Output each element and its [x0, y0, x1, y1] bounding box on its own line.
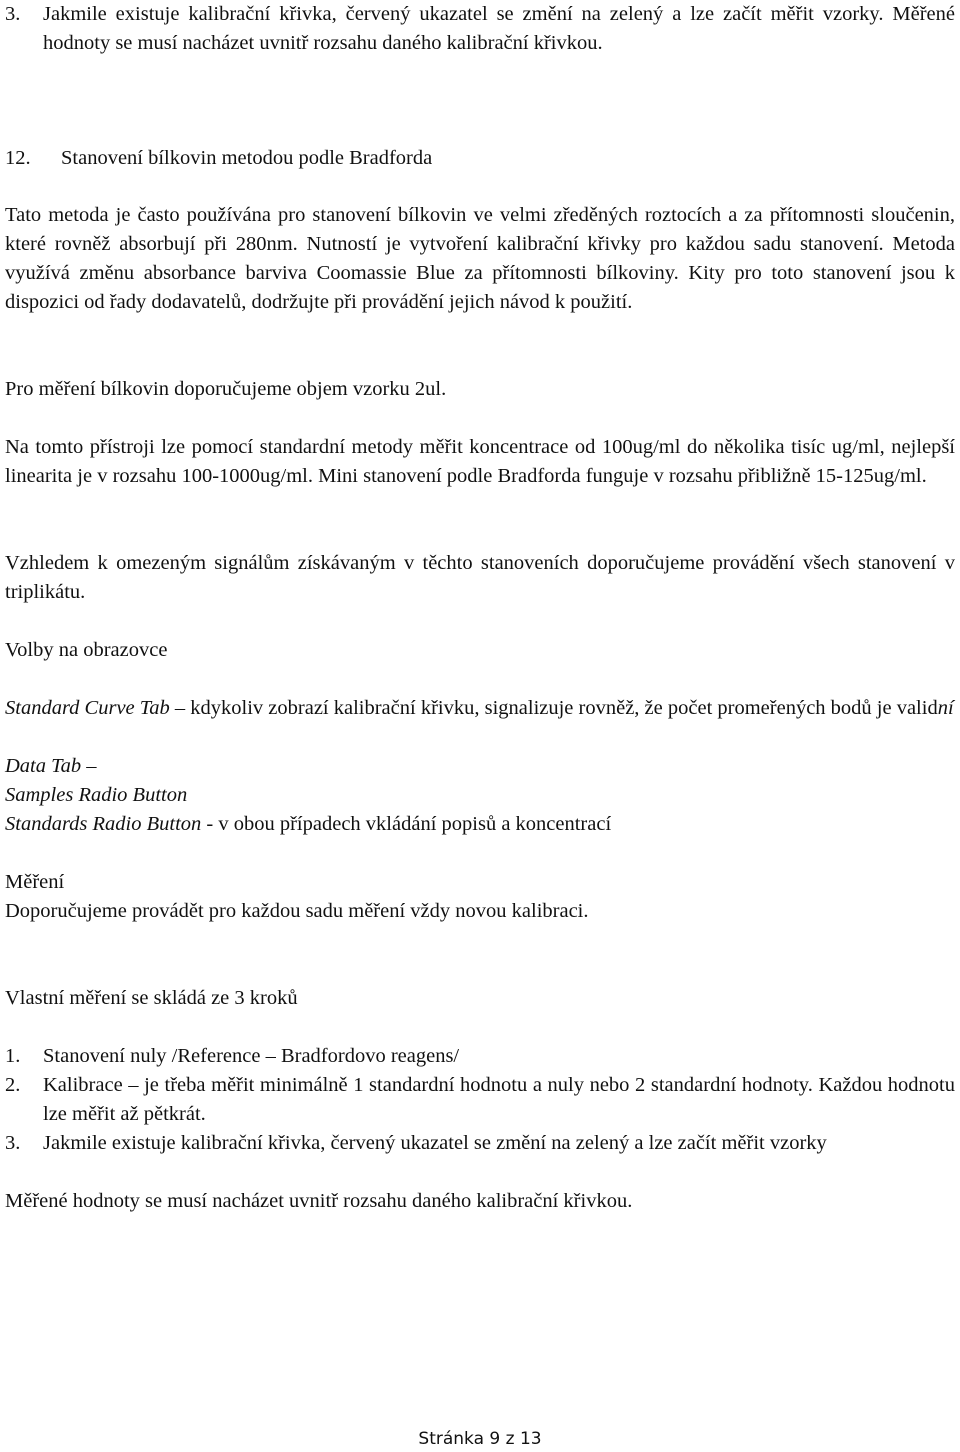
section-heading: [5, 144, 955, 173]
option-samples-radio: Samples Radio Button: [5, 784, 188, 806]
option-standard-curve: [5, 694, 955, 723]
step-text: Jakmile existuje kalibrační křivka, červený ukazatel se změní na zelený a lze začít měřit vzorky: [43, 1132, 827, 1154]
paragraph-intro: Tato metoda je často používána pro stanovení bílkovin ve velmi zředěných roztocích a za přítomnosti sloučenin, které rovněž absorbují při 280nm. Nutností je vytvoření kalibrační křivky pro každou sadu stanovení. Metoda využívá změnu absorbance barviva Coomassie Blue za přítomnosti bílkoviny. Kity pro toto stanovení jsou k dispozici od řady dodavatelů, dodržujte při provádění jejich návod k použití.: [5, 204, 955, 313]
paragraph-range: Na tomto přístroji lze pomocí standardní metody měřit koncentrace od 100ug/ml do několika tisíc ug/ml, nejlepší linearita je v rozsahu 100-1000ug/ml. Mini stanovení podle Bradforda funguje v rozsahu přibližně 15-125ug/ml.: [5, 436, 955, 487]
standards-radio-label: Standards Radio Button: [5, 813, 202, 835]
top-list-item: [5, 0, 955, 58]
measurement-heading: Měření: [5, 871, 65, 893]
option-data-tab: Data Tab –: [5, 755, 97, 777]
section-title: Stanovení bílkovin metodou podle Bradforda: [61, 147, 433, 169]
step-text: Stanovení nuly /Reference – Bradfordovo reagens/: [43, 1045, 460, 1067]
paragraph-sample-volume: Pro měření bílkovin doporučujeme objem vzorku 2ul.: [5, 378, 447, 400]
paragraph-triplicate: Vzhledem k omezeným signálům získávaným v těchto stanoveních doporučujeme provádění všech stanovení v triplikátu.: [5, 552, 955, 603]
step-item: [5, 1042, 955, 1071]
section-number: 12.: [5, 147, 31, 169]
step-item: [5, 1129, 955, 1158]
top-list-number: 3.: [5, 3, 21, 25]
page-footer: Stránka 9 z 13: [418, 1429, 542, 1449]
step-number: 3.: [5, 1132, 21, 1154]
steps-intro: Vlastní měření se skládá ze 3 kroků: [5, 987, 298, 1009]
top-list-text: Jakmile existuje kalibrační křivka, červený ukazatel se změní na zelený a lze začít měřit vzorky. Měřené hodnoty se musí nacházet uvnitř rozsahu daného kalibrační křivkou.: [43, 3, 955, 54]
step-number: 1.: [5, 1045, 21, 1067]
paragraph-screen-options: Volby na obrazovce: [5, 639, 168, 661]
closing-text: Měřené hodnoty se musí nacházet uvnitř rozsahu daného kalibrační křivkou.: [5, 1190, 633, 1212]
step-number: 2.: [5, 1074, 21, 1096]
standards-radio-text: - v obou případech vkládání popisů a koncentrací: [201, 813, 612, 835]
measurement-text: Doporučujeme provádět pro každou sadu měření vždy novou kalibraci.: [5, 900, 589, 922]
standard-curve-tab-tail: ní: [937, 697, 954, 719]
option-standards-radio: [5, 810, 955, 839]
step-item: [5, 1071, 955, 1129]
step-text: Kalibrace – je třeba měřit minimálně 1 standardní hodnotu a nuly nebo 2 standardní hodnoty. Každou hodnotu lze měřit až pětkrát.: [43, 1074, 955, 1125]
standard-curve-tab-label: Standard Curve Tab: [5, 697, 170, 719]
standard-curve-tab-text: – kdykoliv zobrazí kalibrační křivku, signalizuje rovněž, že počet promeřených bodů je valid: [169, 697, 938, 719]
